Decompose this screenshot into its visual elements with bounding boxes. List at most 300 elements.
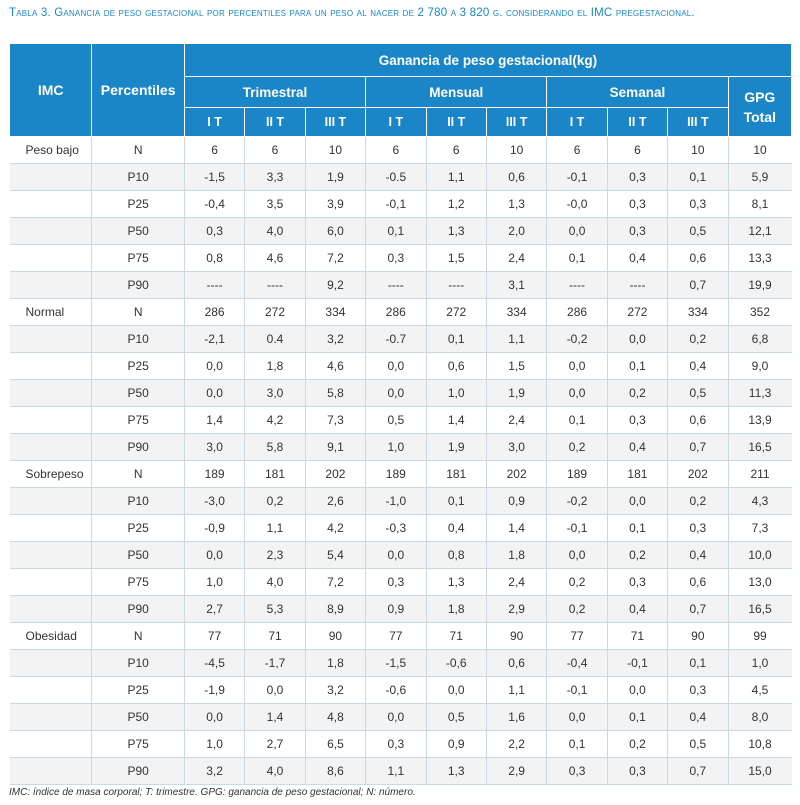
- value-cell: 4,6: [305, 353, 365, 380]
- subheader-mensual-iiit: III T: [486, 108, 546, 137]
- value-cell: 0,0: [366, 353, 426, 380]
- value-cell: 7,2: [305, 569, 365, 596]
- gpg-total-cell: 4,3: [728, 488, 791, 515]
- percentile-cell: P25: [92, 677, 184, 704]
- header-percentiles: Percentiles: [92, 44, 184, 137]
- imc-category-cell: [10, 596, 92, 623]
- imc-category-cell: [10, 650, 92, 677]
- table-row: [10, 407, 792, 434]
- imc-category-cell: [10, 164, 92, 191]
- table-row: [10, 245, 792, 272]
- value-cell: 0,2: [668, 326, 728, 353]
- value-cell: 0,0: [366, 542, 426, 569]
- value-cell: 202: [486, 461, 546, 488]
- value-cell: ----: [245, 272, 305, 299]
- value-cell: 0,1: [426, 488, 486, 515]
- value-cell: 0,0: [184, 353, 244, 380]
- value-cell: 0,4: [607, 434, 667, 461]
- value-cell: 0,1: [607, 515, 667, 542]
- value-cell: 4,0: [245, 758, 305, 785]
- value-cell: 0,2: [245, 488, 305, 515]
- value-cell: 6: [366, 137, 426, 164]
- percentile-cell: N: [92, 623, 184, 650]
- gpg-total-cell: 211: [728, 461, 791, 488]
- subheader-trimestral-iit: II T: [245, 108, 305, 137]
- subheader-semanal-iiit: III T: [668, 108, 728, 137]
- value-cell: 1,0: [366, 434, 426, 461]
- value-cell: 0,3: [607, 191, 667, 218]
- value-cell: 3,2: [305, 326, 365, 353]
- value-cell: 90: [305, 623, 365, 650]
- value-cell: 0,1: [547, 245, 607, 272]
- table-row: [10, 515, 792, 542]
- value-cell: 0,2: [607, 380, 667, 407]
- value-cell: 286: [547, 299, 607, 326]
- value-cell: 2,9: [486, 758, 546, 785]
- gpg-total-cell: 99: [728, 623, 791, 650]
- imc-category-cell: [10, 677, 92, 704]
- value-cell: 0,2: [607, 731, 667, 758]
- value-cell: 1,3: [426, 569, 486, 596]
- gpg-total-cell: 15,0: [728, 758, 791, 785]
- value-cell: 0,0: [184, 542, 244, 569]
- value-cell: 0,3: [366, 569, 426, 596]
- value-cell: 0,3: [184, 218, 244, 245]
- value-cell: 1,3: [486, 191, 546, 218]
- value-cell: 0,1: [426, 326, 486, 353]
- value-cell: 0,8: [184, 245, 244, 272]
- value-cell: -4,5: [184, 650, 244, 677]
- value-cell: 1,8: [305, 650, 365, 677]
- gpg-total-cell: 352: [728, 299, 791, 326]
- value-cell: 334: [668, 299, 728, 326]
- value-cell: 1,0: [184, 569, 244, 596]
- table-row: [10, 137, 792, 164]
- value-cell: 0,1: [547, 731, 607, 758]
- value-cell: 2,3: [245, 542, 305, 569]
- table-row: [10, 434, 792, 461]
- value-cell: 10: [668, 137, 728, 164]
- percentile-cell: P50: [92, 380, 184, 407]
- value-cell: 3,0: [184, 434, 244, 461]
- percentile-cell: P10: [92, 488, 184, 515]
- gpg-total-cell: 5,9: [728, 164, 791, 191]
- value-cell: 3,5: [245, 191, 305, 218]
- value-cell: 0,4: [607, 596, 667, 623]
- value-cell: -3,0: [184, 488, 244, 515]
- value-cell: 181: [607, 461, 667, 488]
- header-main: Ganancia de peso gestacional(kg): [184, 44, 791, 77]
- imc-category-cell: [10, 191, 92, 218]
- value-cell: 3,0: [486, 434, 546, 461]
- value-cell: 1,8: [245, 353, 305, 380]
- table-row: [10, 569, 792, 596]
- value-cell: 202: [305, 461, 365, 488]
- value-cell: 0,6: [668, 407, 728, 434]
- value-cell: 1,1: [426, 164, 486, 191]
- value-cell: 0,7: [668, 596, 728, 623]
- gpg-total-cell: 13,3: [728, 245, 791, 272]
- value-cell: 1,0: [426, 380, 486, 407]
- value-cell: 181: [426, 461, 486, 488]
- value-cell: 0,6: [486, 164, 546, 191]
- value-cell: 3,0: [245, 380, 305, 407]
- value-cell: 0,0: [366, 380, 426, 407]
- value-cell: 0,0: [245, 677, 305, 704]
- gpg-total-cell: 13,9: [728, 407, 791, 434]
- value-cell: 0,0: [547, 704, 607, 731]
- gpg-total-cell: 6,8: [728, 326, 791, 353]
- value-cell: 0,1: [607, 353, 667, 380]
- value-cell: 7,2: [305, 245, 365, 272]
- imc-category-cell: [10, 515, 92, 542]
- value-cell: 2,9: [486, 596, 546, 623]
- value-cell: -0.7: [366, 326, 426, 353]
- imc-category-cell: [10, 731, 92, 758]
- percentile-cell: P10: [92, 326, 184, 353]
- percentile-cell: P75: [92, 407, 184, 434]
- table-row: [10, 299, 792, 326]
- value-cell: 0,3: [668, 515, 728, 542]
- value-cell: 6: [184, 137, 244, 164]
- value-cell: -0,6: [366, 677, 426, 704]
- header-gpg-line1: GPG: [744, 88, 776, 105]
- gpg-total-cell: 11,3: [728, 380, 791, 407]
- imc-category-cell: [10, 758, 92, 785]
- imc-category-cell: [10, 380, 92, 407]
- header-gpg-line2: Total: [743, 108, 776, 125]
- gpg-total-cell: 16,5: [728, 434, 791, 461]
- value-cell: 2,7: [245, 731, 305, 758]
- value-cell: -1,7: [245, 650, 305, 677]
- value-cell: 6: [547, 137, 607, 164]
- gpg-total-cell: 16,5: [728, 596, 791, 623]
- percentile-cell: P50: [92, 704, 184, 731]
- value-cell: -0.5: [366, 164, 426, 191]
- header-group-mensual: Mensual: [366, 77, 547, 108]
- gpg-total-cell: 8,0: [728, 704, 791, 731]
- value-cell: 189: [547, 461, 607, 488]
- value-cell: 0,4: [668, 353, 728, 380]
- value-cell: 6: [607, 137, 667, 164]
- value-cell: 4,2: [245, 407, 305, 434]
- table-row: [10, 488, 792, 515]
- value-cell: 0,0: [547, 218, 607, 245]
- value-cell: 0,1: [607, 704, 667, 731]
- value-cell: 5,8: [245, 434, 305, 461]
- imc-category-cell: [10, 704, 92, 731]
- table-row: [10, 758, 792, 785]
- value-cell: 6: [245, 137, 305, 164]
- header-imc: IMC: [10, 44, 92, 137]
- value-cell: 3,1: [486, 272, 546, 299]
- gpg-total-cell: 10,8: [728, 731, 791, 758]
- percentile-cell: P50: [92, 542, 184, 569]
- value-cell: 2,4: [486, 407, 546, 434]
- value-cell: -0,1: [607, 650, 667, 677]
- value-cell: 0,3: [607, 218, 667, 245]
- percentile-cell: P50: [92, 218, 184, 245]
- value-cell: 4,0: [245, 569, 305, 596]
- value-cell: -2,1: [184, 326, 244, 353]
- value-cell: -0,9: [184, 515, 244, 542]
- value-cell: 5,3: [245, 596, 305, 623]
- imc-category-cell: Obesidad: [10, 623, 92, 650]
- header-group-semanal: Semanal: [547, 77, 728, 108]
- value-cell: 0,7: [668, 272, 728, 299]
- header-gpg-total: [728, 77, 791, 137]
- value-cell: 5,4: [305, 542, 365, 569]
- value-cell: 0,6: [426, 353, 486, 380]
- subheader-trimestral-iiit: III T: [305, 108, 365, 137]
- table-row: [10, 380, 792, 407]
- value-cell: 0,0: [607, 326, 667, 353]
- percentile-cell: P75: [92, 245, 184, 272]
- value-cell: 0,0: [607, 677, 667, 704]
- table-row: [10, 731, 792, 758]
- value-cell: 0,2: [547, 434, 607, 461]
- value-cell: 5,8: [305, 380, 365, 407]
- value-cell: 4,6: [245, 245, 305, 272]
- value-cell: -0,6: [426, 650, 486, 677]
- value-cell: 3,2: [305, 677, 365, 704]
- value-cell: 2,6: [305, 488, 365, 515]
- value-cell: 0,5: [668, 380, 728, 407]
- value-cell: 286: [366, 299, 426, 326]
- value-cell: 334: [305, 299, 365, 326]
- value-cell: 0,9: [426, 731, 486, 758]
- value-cell: -1,0: [366, 488, 426, 515]
- value-cell: 6: [426, 137, 486, 164]
- gpg-total-cell: 9,0: [728, 353, 791, 380]
- subheader-semanal-iit: II T: [607, 108, 667, 137]
- gestational-weight-gain-table: [9, 43, 792, 785]
- value-cell: 0,5: [366, 407, 426, 434]
- value-cell: 0,0: [366, 704, 426, 731]
- value-cell: 9,2: [305, 272, 365, 299]
- table-row: [10, 191, 792, 218]
- header-group-trimestral: Trimestral: [184, 77, 365, 108]
- value-cell: 0,5: [668, 218, 728, 245]
- value-cell: 0,3: [547, 758, 607, 785]
- imc-category-cell: [10, 569, 92, 596]
- value-cell: 0,0: [607, 488, 667, 515]
- value-cell: 0,2: [668, 488, 728, 515]
- value-cell: 0,1: [547, 407, 607, 434]
- value-cell: -0,2: [547, 326, 607, 353]
- value-cell: -0,2: [547, 488, 607, 515]
- value-cell: 0,4: [607, 245, 667, 272]
- value-cell: -0,0: [547, 191, 607, 218]
- imc-category-cell: [10, 353, 92, 380]
- value-cell: 2,2: [486, 731, 546, 758]
- value-cell: 1,5: [426, 245, 486, 272]
- imc-category-cell: [10, 488, 92, 515]
- value-cell: 3,3: [245, 164, 305, 191]
- value-cell: 272: [245, 299, 305, 326]
- value-cell: ----: [366, 272, 426, 299]
- gpg-total-cell: 10,0: [728, 542, 791, 569]
- table-row: [10, 596, 792, 623]
- table-row: [10, 272, 792, 299]
- value-cell: -1,9: [184, 677, 244, 704]
- value-cell: 1,1: [486, 326, 546, 353]
- value-cell: ----: [184, 272, 244, 299]
- value-cell: 0,0: [547, 353, 607, 380]
- value-cell: 202: [668, 461, 728, 488]
- value-cell: 0,5: [426, 704, 486, 731]
- value-cell: 1,8: [426, 596, 486, 623]
- value-cell: 2,4: [486, 245, 546, 272]
- value-cell: 0,2: [607, 542, 667, 569]
- value-cell: ----: [426, 272, 486, 299]
- value-cell: 1,5: [486, 353, 546, 380]
- value-cell: 71: [426, 623, 486, 650]
- imc-category-cell: [10, 542, 92, 569]
- value-cell: 1,6: [486, 704, 546, 731]
- gpg-total-cell: 4,5: [728, 677, 791, 704]
- imc-category-cell: [10, 407, 92, 434]
- value-cell: ----: [547, 272, 607, 299]
- percentile-cell: N: [92, 137, 184, 164]
- table-row: [10, 650, 792, 677]
- value-cell: 0,2: [547, 569, 607, 596]
- imc-category-cell: Peso bajo: [10, 137, 92, 164]
- value-cell: ----: [607, 272, 667, 299]
- value-cell: 0,0: [184, 380, 244, 407]
- value-cell: 0,9: [486, 488, 546, 515]
- imc-category-cell: [10, 434, 92, 461]
- value-cell: 90: [486, 623, 546, 650]
- value-cell: 0,0: [426, 677, 486, 704]
- percentile-cell: P90: [92, 272, 184, 299]
- value-cell: 334: [486, 299, 546, 326]
- value-cell: 0,6: [486, 650, 546, 677]
- table-row: [10, 353, 792, 380]
- value-cell: -0,1: [547, 164, 607, 191]
- value-cell: 0,7: [668, 434, 728, 461]
- table-row: [10, 218, 792, 245]
- value-cell: 0,5: [668, 731, 728, 758]
- value-cell: 0,6: [668, 245, 728, 272]
- subheader-mensual-iit: II T: [426, 108, 486, 137]
- percentile-cell: P25: [92, 353, 184, 380]
- value-cell: 1,1: [366, 758, 426, 785]
- value-cell: 0,3: [607, 569, 667, 596]
- gpg-total-cell: 7,3: [728, 515, 791, 542]
- imc-category-cell: [10, 326, 92, 353]
- value-cell: 1,9: [305, 164, 365, 191]
- value-cell: 4,8: [305, 704, 365, 731]
- table-row: [10, 542, 792, 569]
- table-caption: Tabla 3. Ganancia de peso gestacional por percentiles para un peso al nacer de 2 780 a 3 820 g. considerando el IMC pregestacional.: [9, 7, 695, 19]
- value-cell: 0,3: [607, 407, 667, 434]
- value-cell: 0,2: [547, 596, 607, 623]
- value-cell: 77: [366, 623, 426, 650]
- value-cell: 4,0: [245, 218, 305, 245]
- gpg-total-cell: 1,0: [728, 650, 791, 677]
- percentile-cell: P25: [92, 191, 184, 218]
- value-cell: 272: [607, 299, 667, 326]
- percentile-cell: P75: [92, 569, 184, 596]
- value-cell: 6,5: [305, 731, 365, 758]
- table-row: [10, 326, 792, 353]
- table-body: [10, 137, 792, 785]
- value-cell: -0,1: [547, 515, 607, 542]
- subheader-mensual-it: I T: [366, 108, 426, 137]
- percentile-cell: P90: [92, 758, 184, 785]
- value-cell: 286: [184, 299, 244, 326]
- gpg-total-cell: 13,0: [728, 569, 791, 596]
- value-cell: 1,9: [486, 380, 546, 407]
- table-footnote: IMC: índice de masa corporal; T: trimestre. GPG: ganancia de peso gestacional; N: número.: [9, 787, 416, 798]
- value-cell: 0,4: [668, 542, 728, 569]
- value-cell: 1,4: [184, 407, 244, 434]
- table-row: [10, 623, 792, 650]
- value-cell: 189: [366, 461, 426, 488]
- gpg-total-cell: 8,1: [728, 191, 791, 218]
- value-cell: 272: [426, 299, 486, 326]
- table-row: [10, 164, 792, 191]
- gpg-total-cell: 10: [728, 137, 791, 164]
- value-cell: -1,5: [366, 650, 426, 677]
- table-row: [10, 677, 792, 704]
- value-cell: 71: [245, 623, 305, 650]
- imc-category-cell: Normal: [10, 299, 92, 326]
- value-cell: 1,8: [486, 542, 546, 569]
- value-cell: 1,9: [426, 434, 486, 461]
- value-cell: 1,2: [426, 191, 486, 218]
- imc-category-cell: Sobrepeso: [10, 461, 92, 488]
- imc-category-cell: [10, 245, 92, 272]
- value-cell: -0,4: [184, 191, 244, 218]
- value-cell: 1,3: [426, 218, 486, 245]
- value-cell: 0,3: [668, 191, 728, 218]
- value-cell: 1,4: [245, 704, 305, 731]
- table-row: [10, 704, 792, 731]
- subheader-trimestral-it: I T: [184, 108, 244, 137]
- percentile-cell: P10: [92, 650, 184, 677]
- imc-category-cell: [10, 272, 92, 299]
- percentile-cell: N: [92, 299, 184, 326]
- gpg-total-cell: 12,1: [728, 218, 791, 245]
- percentile-cell: N: [92, 461, 184, 488]
- percentile-cell: P90: [92, 434, 184, 461]
- value-cell: 3,9: [305, 191, 365, 218]
- percentile-cell: P75: [92, 731, 184, 758]
- gpg-total-cell: 19,9: [728, 272, 791, 299]
- value-cell: 4,2: [305, 515, 365, 542]
- value-cell: 0,1: [668, 164, 728, 191]
- value-cell: -0,1: [547, 677, 607, 704]
- value-cell: 1,1: [486, 677, 546, 704]
- table-row: [10, 461, 792, 488]
- value-cell: 8,9: [305, 596, 365, 623]
- value-cell: 1,3: [426, 758, 486, 785]
- value-cell: -0,4: [547, 650, 607, 677]
- percentile-cell: P90: [92, 596, 184, 623]
- value-cell: 2,4: [486, 569, 546, 596]
- value-cell: 0,3: [607, 758, 667, 785]
- value-cell: 0,0: [547, 380, 607, 407]
- value-cell: 8,6: [305, 758, 365, 785]
- value-cell: 10: [486, 137, 546, 164]
- value-cell: 0,0: [184, 704, 244, 731]
- value-cell: 0,3: [668, 677, 728, 704]
- value-cell: 0.4: [245, 326, 305, 353]
- percentile-cell: P10: [92, 164, 184, 191]
- value-cell: 0,8: [426, 542, 486, 569]
